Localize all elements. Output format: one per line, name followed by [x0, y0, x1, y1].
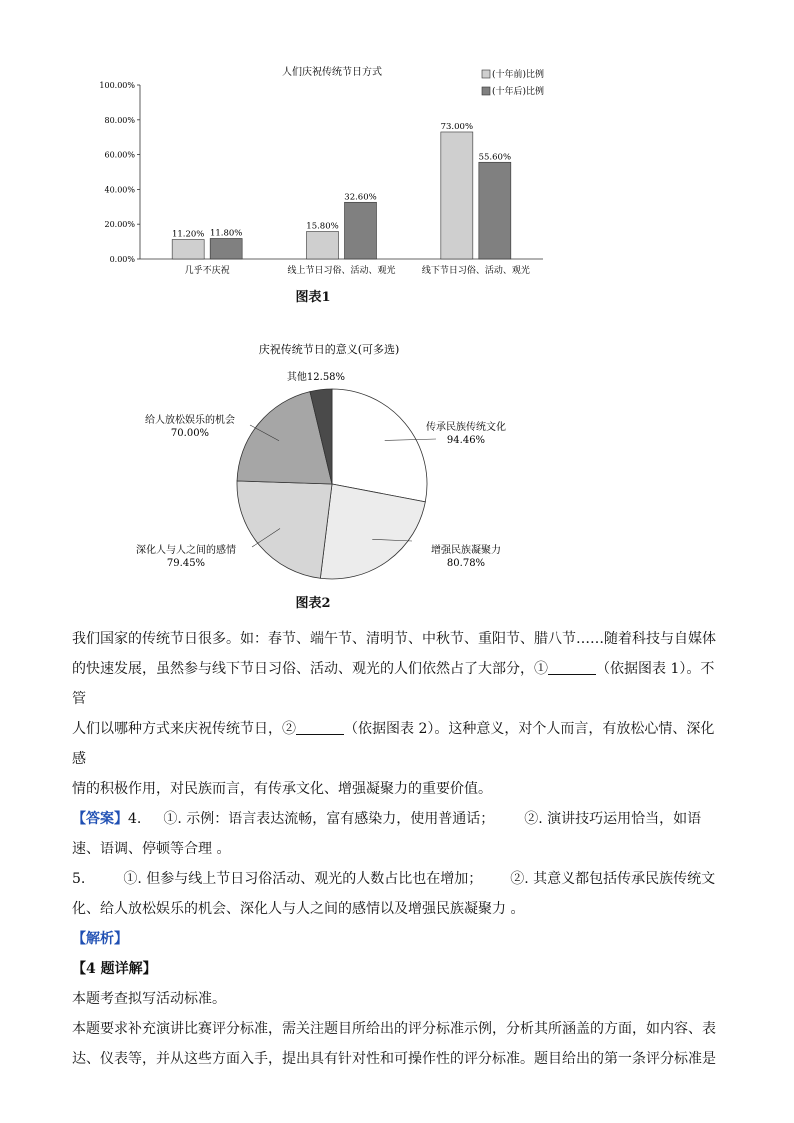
- bar-chart-bars: [172, 122, 511, 259]
- y-tick-label: 0.00%: [109, 255, 135, 264]
- pie-label: 其他12.58%: [286, 372, 346, 383]
- detail-line3: 达、仪表等，并从这些方面入手，提出具有针对性和可操作性的评分标准。题目给出的第一条评分标准是: [72, 1051, 716, 1067]
- detail-line1: 本题考查拟写活动标准。: [72, 991, 226, 1007]
- detail-line2: 本题要求补充演讲比赛评分标准，需关注题目所给出的评分标准示例，分析其所涵盖的方面，如内容、表: [72, 1021, 716, 1037]
- x-tick-label: 线下节日习俗、活动、观光: [421, 266, 530, 276]
- para1-line2-text: 的快速发展，虽然参与线下节日习俗、活动、观光的人们依然占了大部分，①: [72, 661, 548, 677]
- answer-5-part2: ②. 其意义都包括传承民族传统文: [510, 871, 716, 887]
- answer-tag: 【答案】: [72, 811, 128, 827]
- pie-slice: [237, 481, 332, 578]
- answer-4-line1: [72, 804, 722, 834]
- pie-value-label: 79.45%: [166, 558, 206, 569]
- para1-line3-tail: （依据图表 2）。这种意义，对个人而言，有放松心情、深化感: [72, 721, 715, 767]
- legend-label-after: (十年后)比例: [492, 87, 545, 97]
- answer-4-part1: ①. 示例：语言表达流畅，富有感染力，使用普通话；: [163, 811, 495, 827]
- y-tick-label: 60.00%: [104, 150, 135, 160]
- para1-line4: 情的积极作用，对民族而言，有传承文化、增强凝聚力的重要价值。: [72, 781, 492, 797]
- x-tick-label: 线上节日习俗、活动、观光: [287, 266, 396, 276]
- pie-slice: [332, 389, 427, 502]
- bar: [441, 132, 473, 259]
- body-text: [72, 624, 722, 1074]
- bar-chart-title: 人们庆祝传统节日方式: [282, 67, 382, 78]
- pie-label: 深化人与人之间的感情: [136, 545, 236, 556]
- answer-4-number: 4.: [128, 811, 142, 827]
- chart2-caption: 图表2: [295, 596, 331, 611]
- bar: [172, 240, 204, 259]
- answer-4-line2: 速、语调、停顿等合理 。: [72, 841, 231, 857]
- pie-value-label: 70.00%: [170, 428, 210, 439]
- y-tick-label: 100.00%: [99, 81, 135, 90]
- blank-1[interactable]: [548, 658, 596, 675]
- bar-chart: [60, 55, 560, 305]
- bar: [479, 162, 511, 259]
- bar: [345, 202, 377, 259]
- bar-value-label: 11.80%: [209, 228, 243, 239]
- answer-5-number: 5.: [72, 871, 86, 887]
- chart1-caption: 图表1: [295, 290, 331, 305]
- answer-5-line1: [72, 864, 722, 894]
- pie-value-label: 80.78%: [446, 558, 486, 569]
- legend-swatch-after: [482, 87, 490, 95]
- pie-slices: [237, 389, 427, 579]
- legend-label-before: (十年前)比例: [492, 70, 545, 80]
- para1-line2: [72, 654, 722, 714]
- analysis-tag: 【解析】: [72, 931, 128, 947]
- y-tick-label: 80.00%: [104, 115, 135, 125]
- legend-swatch-before: [482, 70, 490, 78]
- pie-label: 传承民族传统文化: [426, 422, 506, 433]
- x-tick-label: 几乎不庆祝: [184, 266, 230, 276]
- bar: [307, 232, 339, 259]
- answer-5-part1: ①. 但参与线上节日习俗活动、观光的人数占比也在增加；: [123, 871, 483, 887]
- para1-line2-tail: （依据图表 1）。不管: [72, 661, 715, 707]
- detail-tag: 【4 题详解】: [72, 961, 157, 977]
- answer-5-line2: 化、给人放松娱乐的机会、深化人与人之间的感情以及增强民族凝聚力 。: [72, 901, 525, 917]
- bar-value-label: 32.60%: [344, 192, 377, 203]
- blank-2[interactable]: [296, 718, 344, 735]
- bar-value-label: 73.00%: [440, 121, 474, 132]
- y-tick-label: 40.00%: [104, 185, 135, 195]
- bar-value-label: 55.60%: [478, 152, 512, 163]
- para1-line3: [72, 714, 722, 774]
- pie-value-label: 94.46%: [446, 435, 486, 446]
- bar-value-label: 11.20%: [171, 229, 205, 240]
- bar: [210, 238, 242, 259]
- para1-line3-text: 人们以哪种方式来庆祝传统节日，②: [72, 721, 296, 737]
- pie-label: 给人放松娱乐的机会: [145, 415, 235, 426]
- answer-4-part2: ②. 演讲技巧运用恰当，如语: [524, 811, 702, 827]
- para1-line1: 我们国家的传统节日很多。如：春节、端午节、清明节、中秋节、重阳节、腊八节……随着科技与自媒体: [72, 631, 716, 647]
- pie-label: 增强民族凝聚力: [431, 545, 501, 556]
- pie-chart-title: 庆祝传统节日的意义(可多选): [258, 343, 400, 356]
- bar-chart-legend: [482, 68, 544, 97]
- y-tick-label: 20.00%: [104, 220, 135, 230]
- bar-value-label: 15.80%: [306, 221, 339, 232]
- pie-chart: [100, 335, 560, 615]
